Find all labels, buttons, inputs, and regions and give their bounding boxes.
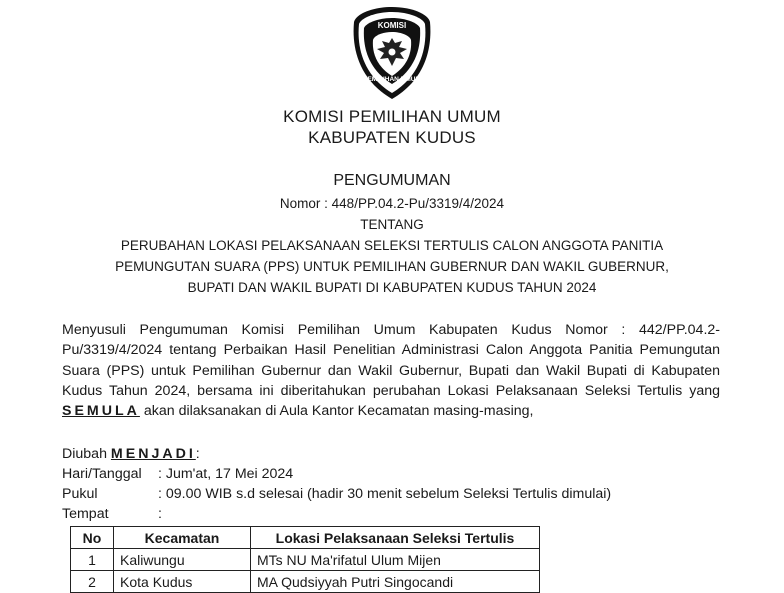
- header-no: No: [71, 527, 114, 549]
- document-title: PENGUMUMAN: [333, 172, 451, 189]
- cell-kecamatan: Kaliwungu: [114, 549, 251, 571]
- cell-no: 2: [71, 571, 114, 593]
- body-paragraph: [62, 320, 720, 421]
- org-name-line2: KABUPATEN KUDUS: [308, 128, 476, 147]
- header-lokasi: Lokasi Pelaksanaan Seleksi Tertulis: [251, 527, 540, 549]
- detail-value: : Jum'at, 17 Mei 2024: [158, 466, 294, 482]
- subject-line-3: BUPATI DAN WAKIL BUPATI DI KABUPATEN KUDUS TAHUN 2024: [187, 280, 597, 295]
- logo-top-text: KOMISI: [377, 21, 407, 30]
- detail-value: :: [158, 506, 162, 522]
- table-row: [71, 549, 540, 571]
- detail-pukul: [62, 486, 611, 502]
- tentang-label: TENTANG: [360, 217, 424, 232]
- diubah-suffix: :: [195, 446, 200, 462]
- menjadi-emphasis: MENJADI: [110, 446, 196, 462]
- detail-label: Tempat: [62, 506, 109, 522]
- diubah-line: [62, 446, 200, 462]
- table-header-row: [71, 527, 540, 549]
- detail-hari-tanggal: [62, 466, 293, 482]
- table-row: [71, 571, 540, 593]
- document-number: Nomor : 448/PP.04.2-Pu/3319/4/2024: [279, 196, 505, 211]
- detail-tempat: [62, 506, 162, 522]
- detail-label: Hari/Tanggal: [62, 466, 142, 482]
- detail-value: : 09.00 WIB s.d selesai (hadir 30 menit sebelum Seleksi Tertulis dimulai): [158, 486, 612, 502]
- location-table: [70, 526, 540, 593]
- cell-no: 1: [71, 549, 114, 571]
- cell-lokasi: MA Qudsiyyah Putri Singocandi: [251, 571, 540, 593]
- semula-emphasis: SEMULA: [62, 403, 140, 420]
- org-name-line1: KOMISI PEMILIHAN UMUM: [283, 107, 501, 126]
- logo-bottom-text: PEMILIHAN UMUM: [363, 76, 421, 83]
- subject-line-2: PEMUNGUTAN SUARA (PPS) UNTUK PEMILIHAN GUBERNUR DAN WAKIL GUBERNUR,: [115, 259, 669, 274]
- cell-kecamatan: Kota Kudus: [114, 571, 251, 593]
- cell-lokasi: MTs NU Ma'rifatul Ulum Mijen: [251, 549, 540, 571]
- body-tail: akan dilaksanakan di Aula Kantor Kecamatan masing-masing,: [143, 403, 534, 420]
- body-text: Menyusuli Pengumuman Komisi Pemilihan Umum Kabupaten Kudus Nomor : 442/PP.04.2-Pu/3319/4/2024 tentang Perbaikan Hasil Penelitian Administrasi Calon Anggota Panitia Pemungutan Suara (PPS) untuk Pemilihan Gubernur dan Wakil Gubernur, Bupati dan Wakil Bupati di Kabupaten Kudus Tahun 2024, bersama ini diberitahukan perubahan Lokasi Pelaksanaan Seleksi Tertulis yang: [62, 322, 720, 399]
- subject-line-1: PERUBAHAN LOKASI PELAKSANAAN SELEKSI TERTULIS CALON ANGGOTA PANITIA: [120, 238, 664, 253]
- detail-label: Pukul: [62, 486, 98, 502]
- diubah-prefix: Diubah: [62, 446, 107, 462]
- kpu-emblem-logo: [348, 4, 436, 102]
- header-kecamatan: Kecamatan: [114, 527, 251, 549]
